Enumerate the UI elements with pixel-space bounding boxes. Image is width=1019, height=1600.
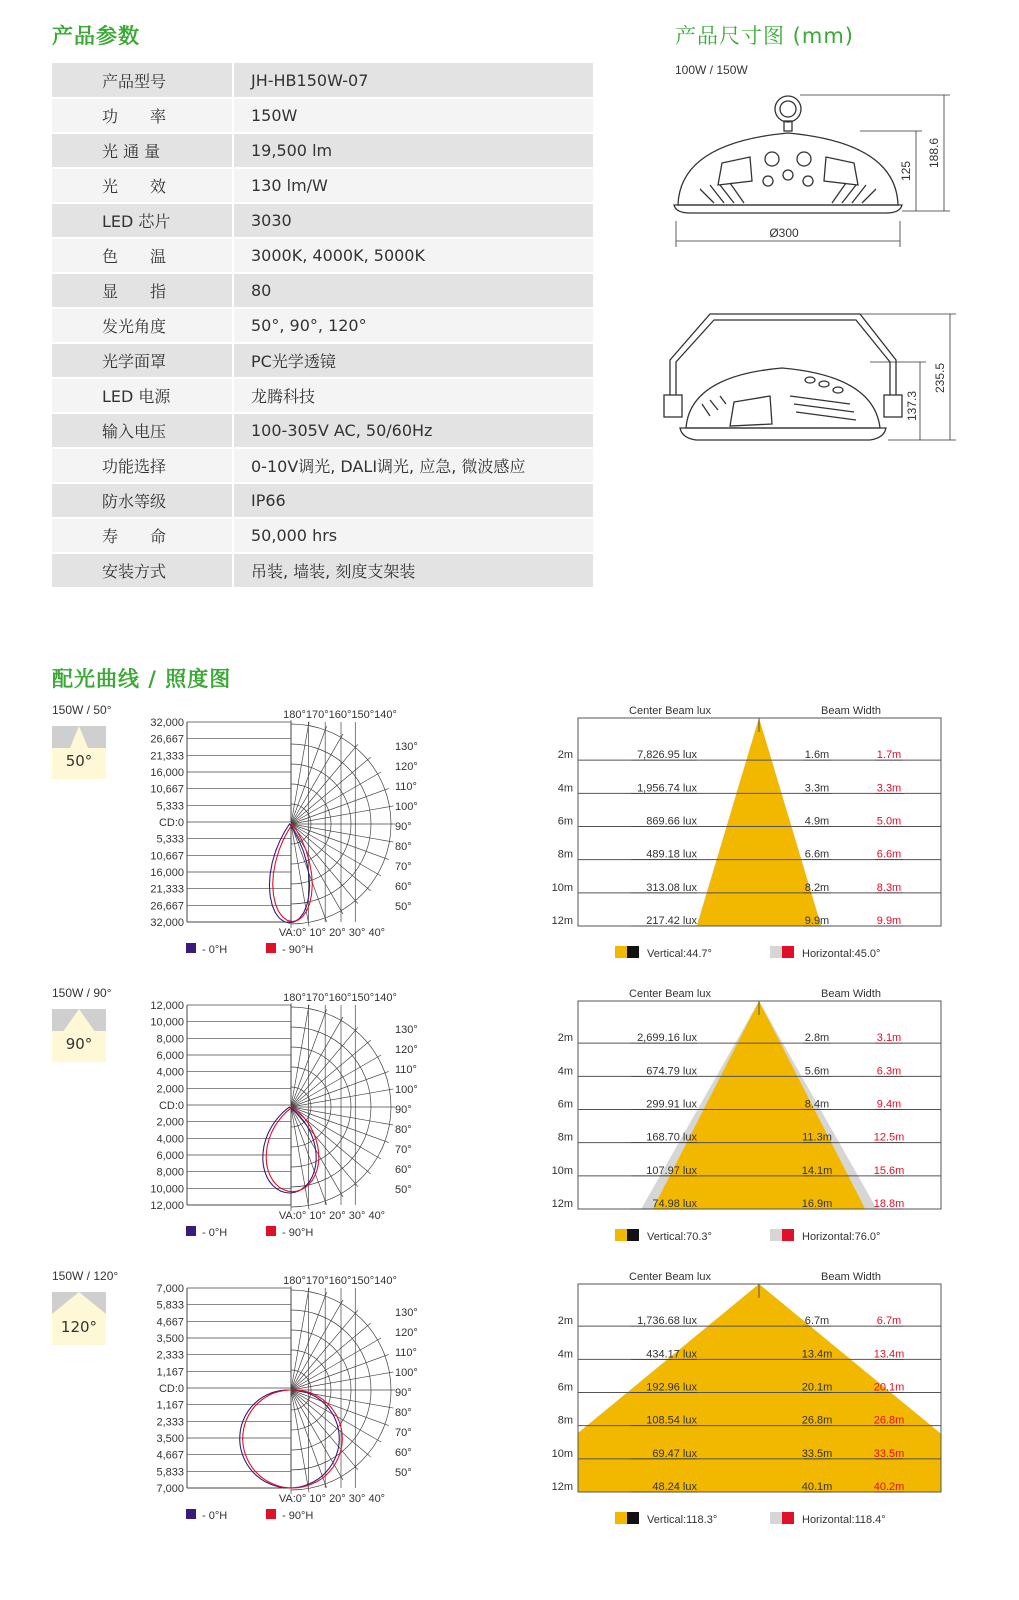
distance-label: 12m	[551, 1198, 573, 1210]
polar-scale-label: 5,333	[156, 833, 184, 846]
variant-title: 150W / 50°	[52, 703, 112, 717]
lux-value: 217.42 lux	[646, 915, 697, 927]
polar-scale-label: 6,000	[156, 1150, 184, 1162]
lux-value: 869.66 lux	[646, 815, 697, 828]
polar-scale-label: 32,000	[150, 717, 184, 729]
legend-swatch-vertical-dark	[627, 1512, 639, 1524]
distance-label: 10m	[551, 1164, 573, 1177]
beam-width-vertical: 6.7m	[804, 1315, 830, 1328]
legend-swatch-vertical	[615, 1512, 627, 1524]
legend-label-0h: - 0°H	[202, 1227, 228, 1239]
beam-width-vertical: 2.8m	[804, 1032, 830, 1045]
spec-label: 显 指	[52, 273, 233, 308]
lux-value: 2,699.16 lux	[637, 1032, 697, 1045]
legend-swatch-vertical	[615, 946, 627, 958]
variant-title: 150W / 120°	[52, 1269, 119, 1283]
legend-vertical-angle: Vertical:70.3°	[647, 1231, 712, 1243]
dim-height-body: 125	[899, 160, 913, 182]
beam-width-horizontal: 26.8m	[873, 1414, 905, 1427]
dims-title: 产品尺寸图 (mm)	[675, 24, 854, 48]
spec-value: 100-305V AC, 50/60Hz	[233, 413, 593, 448]
beam-angle-badge	[52, 1009, 106, 1062]
polar-chart	[140, 989, 430, 1254]
lux-value: 674.79 lux	[646, 1065, 697, 1078]
legend-swatch-vertical-dark	[627, 1229, 639, 1241]
polar-angle-label: 130°	[395, 741, 418, 753]
polar-scale-label: 10,000	[150, 1016, 184, 1029]
params-title: 产品参数	[52, 24, 140, 48]
distance-label: 8m	[557, 1414, 573, 1427]
legend-swatch-horizontal-red	[782, 1229, 794, 1241]
spec-label: LED 芯片	[52, 203, 233, 238]
spec-row	[52, 273, 593, 308]
distance-label: 6m	[557, 815, 573, 828]
beam-angle-label: 90°	[65, 1035, 93, 1053]
beam-width-horizontal: 6.6m	[876, 848, 902, 861]
legend-horizontal-angle: Horizontal:76.0°	[802, 1231, 881, 1243]
lux-value: 192.96 lux	[646, 1381, 697, 1394]
polar-scale-label: 6,000	[156, 1050, 184, 1062]
polar-angle-label: 100°	[395, 801, 418, 813]
distance-label: 4m	[557, 1065, 573, 1078]
beam-width-vertical: 16.9m	[801, 1198, 833, 1210]
polar-angle-label: 110°	[395, 1064, 417, 1076]
illuminance-chart	[545, 1269, 965, 1534]
polar-scale-label: 21,333	[150, 883, 184, 896]
lux-value: 313.08 lux	[646, 881, 697, 894]
polar-scale-label: 10,000	[150, 1183, 184, 1196]
spec-value: 130 lm/W	[233, 168, 593, 203]
distance-label: 6m	[557, 1098, 573, 1111]
legend-vertical-angle: Vertical:118.3°	[647, 1514, 718, 1526]
beam-width-horizontal: 12.5m	[873, 1131, 905, 1144]
beam-width-horizontal: 20.1m	[873, 1381, 905, 1394]
polar-chart	[140, 1272, 430, 1537]
spec-label: 防水等级	[52, 483, 233, 518]
lux-value: 434.17 lux	[646, 1348, 697, 1361]
polar-scale-label: 2,333	[156, 1349, 184, 1362]
polar-scale-label: 12,000	[150, 1000, 184, 1012]
beam-width-horizontal: 9.9m	[876, 915, 902, 927]
polar-scale-label: 10,667	[150, 850, 184, 863]
legend-swatch-horizontal	[770, 1229, 782, 1241]
legend-swatch-0h	[186, 943, 196, 953]
curves-title: 配光曲线 / 照度图	[52, 667, 232, 691]
polar-scale-label: 3,500	[156, 1433, 184, 1445]
polar-angle-label: 80°	[395, 841, 412, 853]
spec-label: 光 通 量	[52, 133, 233, 168]
lux-value: 7,826.95 lux	[637, 749, 697, 762]
polar-top-angles: 180°170°160°150°140°	[283, 709, 397, 721]
spec-label: 发光角度	[52, 308, 233, 343]
polar-scale-label: 5,333	[156, 800, 184, 813]
distance-label: 10m	[551, 881, 573, 894]
polar-scale-label: 26,667	[150, 733, 184, 746]
spec-label: 色 温	[52, 238, 233, 273]
spec-value: PC光学透镜	[233, 343, 593, 378]
legend-swatch-0h	[186, 1226, 196, 1236]
polar-scale-label: 12,000	[150, 1200, 184, 1212]
beam-angle-label: 120°	[60, 1318, 98, 1336]
polar-angle-label: 110°	[395, 781, 417, 793]
polar-scale-label: CD:0	[158, 817, 184, 829]
lux-value: 48.24 lux	[652, 1481, 697, 1493]
distance-label: 2m	[557, 749, 573, 762]
polar-scale-label: 2,333	[156, 1416, 184, 1429]
beam-width-horizontal: 3.1m	[876, 1032, 902, 1045]
beam-width-horizontal: 13.4m	[873, 1348, 905, 1361]
spec-table	[52, 63, 593, 589]
dim2-height-total: 235.5	[933, 362, 947, 394]
polar-angle-label: 50°	[395, 901, 412, 913]
beam-width-vertical: 13.4m	[801, 1348, 833, 1361]
polar-angle-label: 110°	[395, 1347, 417, 1359]
polar-scale-label: 7,000	[156, 1283, 184, 1295]
legend-label-90h: - 90°H	[282, 944, 314, 956]
spec-value: 0-10V调光, DALI调光, 应急, 微波感应	[233, 448, 593, 483]
lux-value: 1,956.74 lux	[637, 782, 697, 795]
legend-swatch-90h	[266, 1226, 276, 1236]
beam-width-horizontal: 8.3m	[876, 881, 902, 894]
beam-width-vertical: 11.3m	[802, 1131, 832, 1144]
beam-width-horizontal: 15.6m	[873, 1164, 905, 1177]
spec-row	[52, 168, 593, 203]
lux-value: 108.54 lux	[646, 1414, 697, 1427]
beam-angle-label: 50°	[65, 752, 93, 770]
spec-row	[52, 308, 593, 343]
beam-width-vertical: 8.4m	[804, 1098, 830, 1111]
spec-row	[52, 63, 593, 98]
lux-value: 299.91 lux	[646, 1098, 697, 1111]
spec-row	[52, 203, 593, 238]
polar-scale-label: 2,000	[156, 1083, 184, 1096]
polar-angle-label: 100°	[395, 1367, 418, 1379]
legend-label-0h: - 0°H	[202, 1510, 228, 1522]
lux-value: 69.47 lux	[652, 1447, 697, 1460]
spec-label: 产品型号	[52, 63, 233, 98]
beam-width-vertical: 20.1m	[801, 1381, 833, 1394]
beam-cone-vertical	[696, 718, 822, 929]
polar-angle-label: 70°	[395, 1427, 412, 1439]
polar-angle-label: 120°	[395, 1327, 418, 1339]
distance-label: 6m	[557, 1381, 573, 1394]
col-header-center: Center Beam lux	[629, 988, 711, 1000]
polar-angle-label: 60°	[395, 1164, 412, 1176]
legend-swatch-horizontal-red	[782, 1512, 794, 1524]
polar-angle-label: 90°	[395, 1387, 412, 1399]
spec-value: 3000K, 4000K, 5000K	[233, 238, 593, 273]
spec-row	[52, 378, 593, 413]
polar-angle-label: 100°	[395, 1084, 418, 1096]
legend-swatch-0h	[186, 1509, 196, 1519]
legend-swatch-vertical-dark	[627, 946, 639, 958]
polar-angle-label: 80°	[395, 1407, 412, 1419]
beam-width-vertical: 26.8m	[801, 1414, 833, 1427]
polar-scale-label: 21,333	[150, 750, 184, 763]
beam-width-horizontal: 18.8m	[873, 1198, 905, 1210]
spec-value: 吊装, 墙装, 刻度支架装	[233, 553, 593, 588]
polar-angle-label: 120°	[395, 761, 418, 773]
col-header-width: Beam Width	[821, 705, 881, 717]
legend-swatch-90h	[266, 1509, 276, 1519]
polar-angle-label: 120°	[395, 1044, 418, 1056]
polar-scale-label: 32,000	[150, 917, 184, 929]
polar-scale-label: 16,000	[150, 767, 184, 779]
legend-label-0h: - 0°H	[202, 944, 228, 956]
lux-value: 489.18 lux	[646, 848, 697, 861]
distance-label: 10m	[551, 1447, 573, 1460]
beam-width-vertical: 4.9m	[804, 815, 830, 828]
polar-scale-label: 5,833	[156, 1466, 184, 1479]
spec-row	[52, 238, 593, 273]
spec-row	[52, 483, 593, 518]
beam-width-horizontal: 1.7m	[876, 749, 902, 762]
beam-width-vertical: 8.2m	[804, 881, 830, 894]
polar-angle-label: 70°	[395, 1144, 412, 1156]
spec-label: 光 效	[52, 168, 233, 203]
legend-swatch-horizontal	[770, 946, 782, 958]
polar-chart	[140, 706, 430, 971]
polar-scale-label: 7,000	[156, 1483, 184, 1495]
col-header-center: Center Beam lux	[629, 705, 711, 717]
spec-value: 150W	[233, 98, 593, 133]
beam-width-vertical: 6.6m	[804, 848, 830, 861]
dimension-drawing-bottom	[660, 300, 960, 460]
polar-scale-label: 3,500	[156, 1333, 184, 1345]
distance-label: 4m	[557, 782, 573, 795]
spec-value: IP66	[233, 483, 593, 518]
legend-swatch-horizontal-red	[782, 946, 794, 958]
dims-subtitle: 100W / 150W	[675, 63, 748, 77]
col-header-width: Beam Width	[821, 1271, 881, 1283]
beam-width-vertical: 1.6m	[804, 749, 830, 762]
polar-scale-label: 4,667	[156, 1316, 184, 1329]
lux-value: 107.97 lux	[646, 1164, 697, 1177]
beam-width-horizontal: 33.5m	[873, 1447, 905, 1460]
spec-label: 寿 命	[52, 518, 233, 553]
legend-label-90h: - 90°H	[282, 1510, 314, 1522]
beam-angle-badge	[52, 1292, 106, 1345]
lux-value: 1,736.68 lux	[637, 1315, 697, 1328]
polar-scale-label: 4,000	[156, 1133, 184, 1146]
spec-value: 80	[233, 273, 593, 308]
spec-value: 3030	[233, 203, 593, 238]
polar-scale-label: 5,833	[156, 1299, 184, 1312]
polar-angle-label: 50°	[395, 1467, 412, 1479]
distance-label: 12m	[551, 1481, 573, 1493]
polar-scale-label: CD:0	[158, 1100, 184, 1112]
lux-value: 74.98 lux	[652, 1198, 697, 1210]
beam-width-horizontal: 3.3m	[876, 782, 902, 795]
beam-width-horizontal: 6.7m	[876, 1315, 902, 1328]
legend-vertical-angle: Vertical:44.7°	[647, 948, 712, 960]
spec-value: 19,500 lm	[233, 133, 593, 168]
spec-label: 功 率	[52, 98, 233, 133]
variant-title: 150W / 90°	[52, 986, 112, 1000]
beam-width-horizontal: 9.4m	[876, 1098, 902, 1111]
polar-scale-label: 16,000	[150, 867, 184, 879]
polar-scale-label: CD:0	[158, 1383, 184, 1395]
dim2-height-body: 137.3	[905, 390, 919, 422]
spec-row	[52, 133, 593, 168]
polar-angle-label: 60°	[395, 1447, 412, 1459]
polar-angle-label: 90°	[395, 1104, 412, 1116]
polar-angle-label: 60°	[395, 881, 412, 893]
beam-width-vertical: 3.3m	[804, 782, 830, 795]
spec-label: LED 电源	[52, 378, 233, 413]
polar-scale-label: 1,167	[156, 1366, 184, 1379]
spec-row	[52, 98, 593, 133]
polar-scale-label: 1,167	[156, 1399, 184, 1412]
distance-label: 2m	[557, 1315, 573, 1328]
beam-width-vertical: 5.6m	[804, 1065, 830, 1078]
polar-bottom-angles: VA:0° 10° 20° 30° 40°	[278, 1210, 386, 1222]
spec-row	[52, 448, 593, 483]
dim-diameter: Ø300	[769, 226, 799, 240]
polar-angle-label: 130°	[395, 1307, 418, 1319]
dimension-drawing-top	[660, 85, 960, 255]
beam-width-horizontal: 40.2m	[873, 1481, 905, 1493]
illuminance-chart	[545, 986, 965, 1251]
polar-scale-label: 2,000	[156, 1116, 184, 1129]
polar-scale-label: 8,000	[156, 1033, 184, 1046]
beam-width-vertical: 9.9m	[804, 915, 830, 927]
polar-top-angles: 180°170°160°150°140°	[283, 1275, 397, 1287]
distance-label: 8m	[557, 1131, 573, 1144]
spec-row	[52, 413, 593, 448]
legend-swatch-vertical	[615, 1229, 627, 1241]
polar-scale-label: 26,667	[150, 900, 184, 913]
spec-row	[52, 518, 593, 553]
spec-value: 50,000 hrs	[233, 518, 593, 553]
beam-width-vertical: 40.1m	[801, 1481, 833, 1493]
legend-horizontal-angle: Horizontal:45.0°	[802, 948, 881, 960]
spec-label: 光学面罩	[52, 343, 233, 378]
illuminance-chart	[545, 703, 965, 968]
spec-value: 50°, 90°, 120°	[233, 308, 593, 343]
legend-swatch-horizontal	[770, 1512, 782, 1524]
beam-angle-badge	[52, 726, 106, 779]
polar-angle-label: 70°	[395, 861, 412, 873]
beam-width-vertical: 14.1m	[801, 1164, 833, 1177]
polar-top-angles: 180°170°160°150°140°	[283, 992, 397, 1004]
spec-label: 输入电压	[52, 413, 233, 448]
spec-value: JH-HB150W-07	[233, 63, 593, 98]
polar-angle-label: 50°	[395, 1184, 412, 1196]
spec-row	[52, 343, 593, 378]
distance-label: 12m	[551, 915, 573, 927]
dim-height-total: 188.6	[927, 137, 941, 169]
legend-swatch-90h	[266, 943, 276, 953]
beam-width-horizontal: 5.0m	[876, 815, 902, 828]
spec-label: 安装方式	[52, 553, 233, 588]
distance-label: 4m	[557, 1348, 573, 1361]
polar-scale-label: 4,000	[156, 1066, 184, 1079]
polar-angle-label: 90°	[395, 821, 412, 833]
polar-scale-label: 4,667	[156, 1449, 184, 1462]
lux-value: 168.70 lux	[646, 1131, 697, 1144]
polar-bottom-angles: VA:0° 10° 20° 30° 40°	[278, 1493, 386, 1505]
polar-scale-label: 10,667	[150, 783, 184, 796]
legend-horizontal-angle: Horizontal:118.4°	[802, 1514, 886, 1526]
beam-width-vertical: 33.5m	[801, 1447, 833, 1460]
col-header-width: Beam Width	[821, 988, 881, 1000]
col-header-center: Center Beam lux	[629, 1271, 711, 1283]
distance-label: 8m	[557, 848, 573, 861]
beam-width-horizontal: 6.3m	[876, 1065, 902, 1078]
spec-row	[52, 553, 593, 588]
spec-value: 龙腾科技	[233, 378, 593, 413]
polar-angle-label: 80°	[395, 1124, 412, 1136]
polar-angle-label: 130°	[395, 1024, 418, 1036]
legend-label-90h: - 90°H	[282, 1227, 314, 1239]
distance-label: 2m	[557, 1032, 573, 1045]
polar-scale-label: 8,000	[156, 1166, 184, 1179]
spec-label: 功能选择	[52, 448, 233, 483]
polar-bottom-angles: VA:0° 10° 20° 30° 40°	[278, 927, 386, 939]
